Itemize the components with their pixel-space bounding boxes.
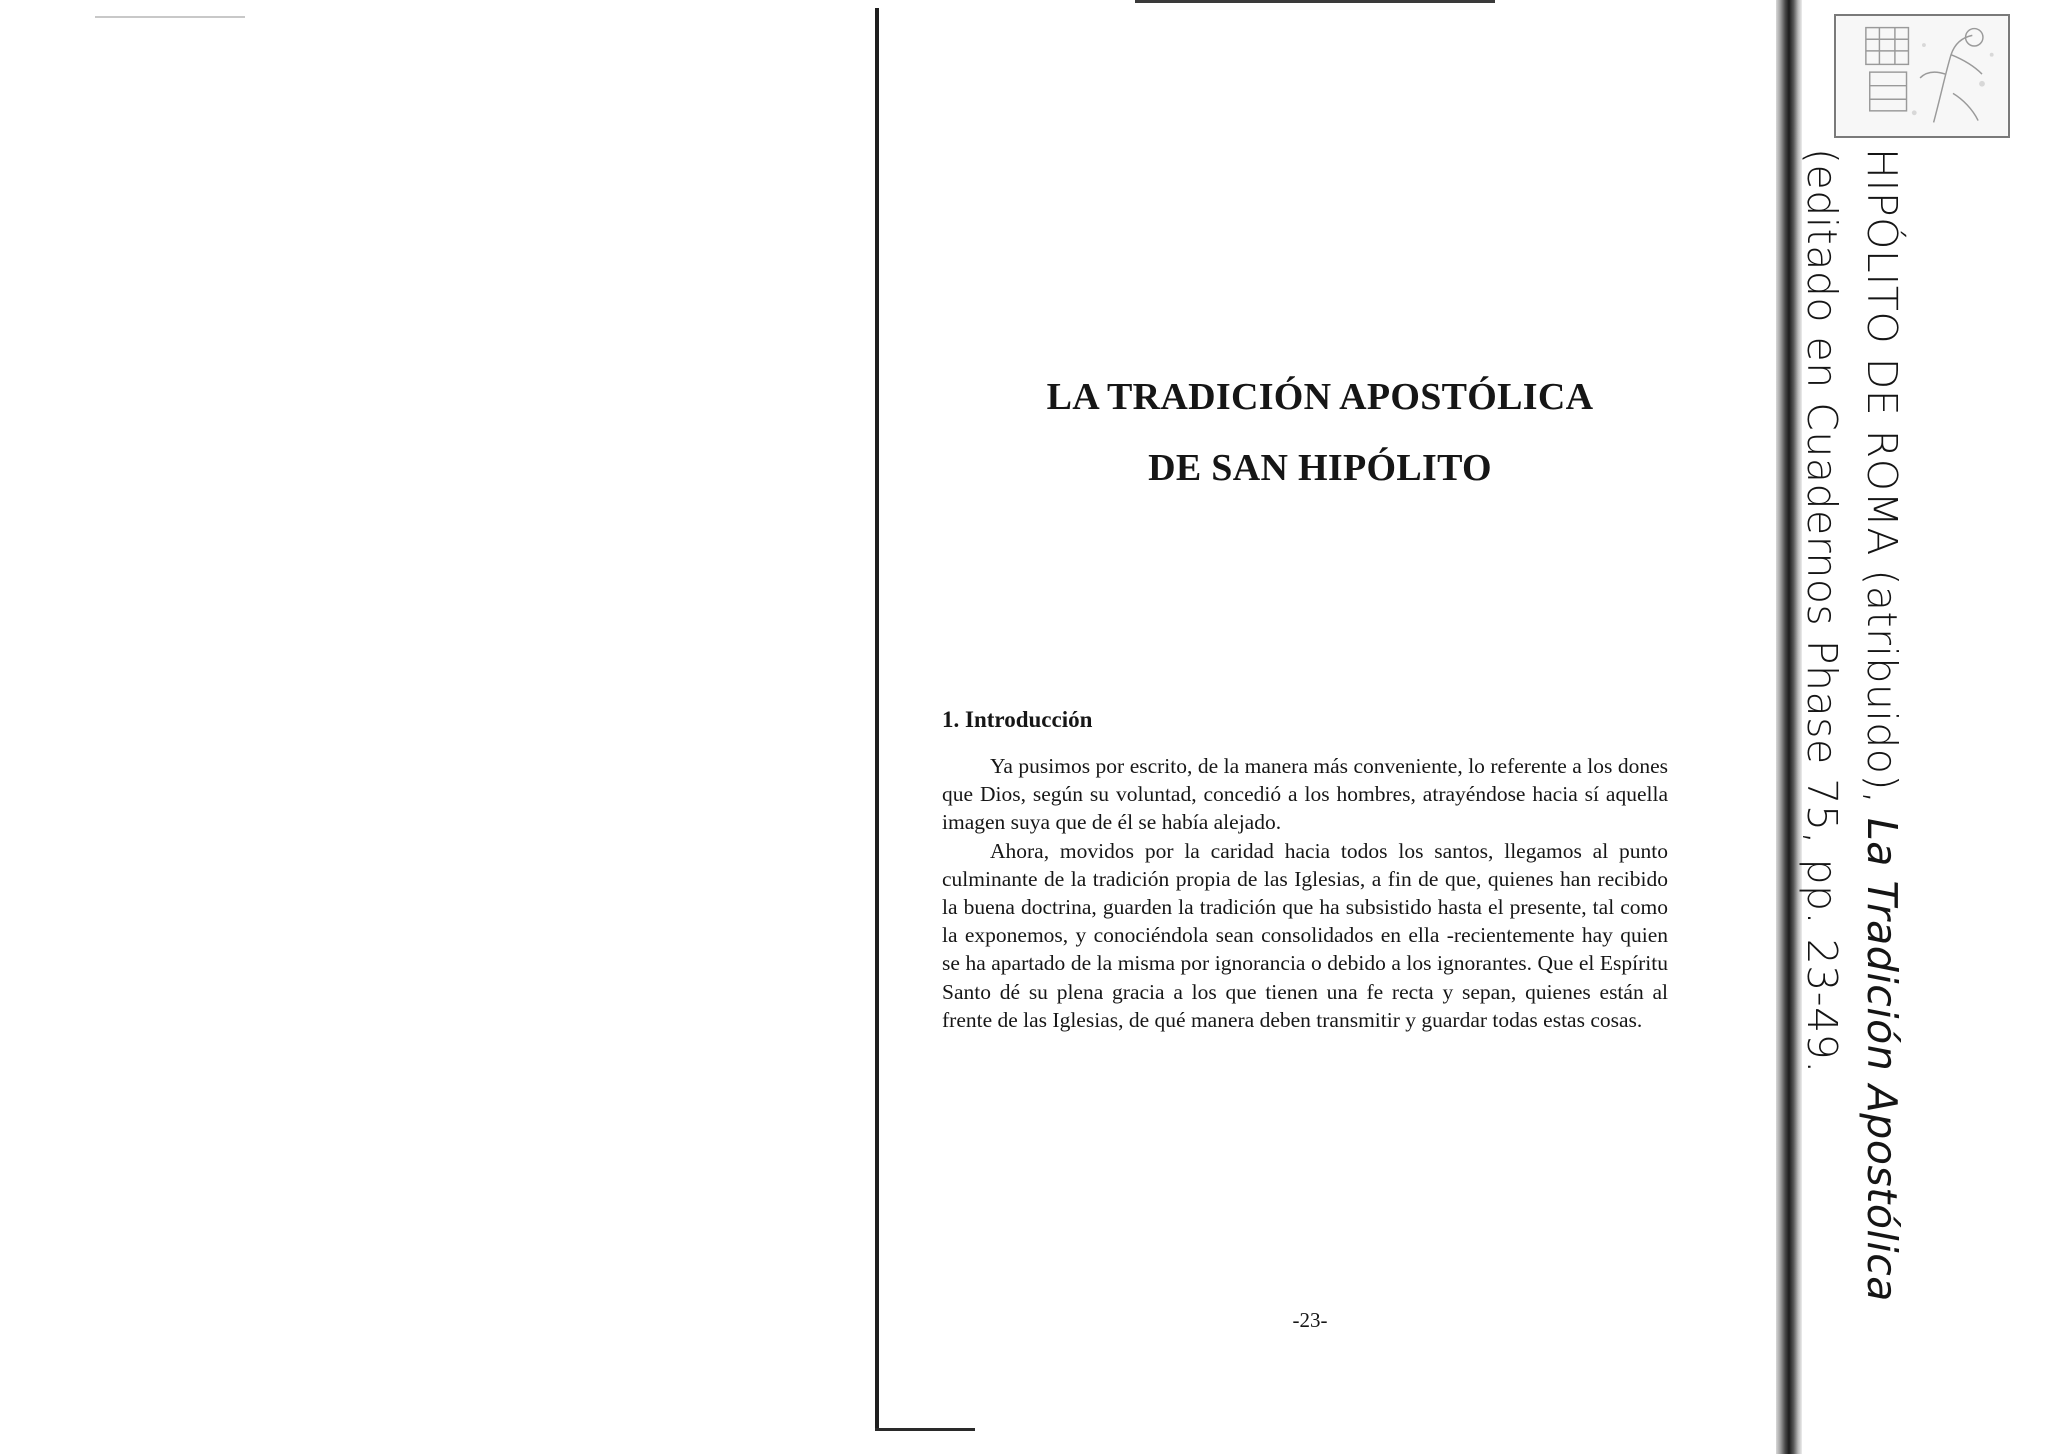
body-text bbox=[942, 752, 1668, 1034]
vertical-citation bbox=[1792, 148, 1912, 1302]
page-left-edge bbox=[875, 8, 879, 1430]
stamp-illustration-icon bbox=[1836, 16, 2008, 136]
page-number: -23- bbox=[1292, 1308, 1328, 1332]
library-stamp-image bbox=[1834, 14, 2010, 138]
paragraph-2: Ahora, movidos por la caridad hacia todos los santos, llegamos al punto culminante de la tradición propia de las Iglesias, a fin de que, quienes han recibido la buena doctrina, guarden la tradición que ha subsistido hasta el presente, tal como la exponemos, y conociéndola sean consolidados en ella -recientemente hay quien se ha apartado de la misma por ignorancia o debido a los ignorantes. Que el Espíritu Santo dé su plena gracia a los que tienen una fe recta y sepan, quienes están al frente de las Iglesias, de qué manera deben transmitir y guardar todas estas cosas. bbox=[942, 838, 1668, 1032]
citation-work-title: La Tradición Apostólica bbox=[1858, 817, 1906, 1302]
citation-line-1: HIPÓLITO DE ROMA (atribuido), La Tradición Apostólica bbox=[1858, 148, 1906, 1302]
page-title-line-2: DE SAN HIPÓLITO bbox=[1148, 447, 1492, 489]
page-title-line-1: LA TRADICIÓN APOSTÓLICA bbox=[1046, 376, 1594, 418]
paragraph-1: Ya pusimos por escrito, de la manera más conveniente, lo referente a los dones que Dios, según su voluntad, concedió a los hombres, atrayéndose hacia sí aquella imagen suya que de él se había alejado. bbox=[942, 754, 1668, 835]
scan-edge-top-left bbox=[95, 16, 245, 18]
scan-edge-top-center bbox=[1135, 0, 1495, 3]
section-heading: 1. Introducción bbox=[942, 707, 1093, 732]
citation-publication: (editado en Cuadernos Phase 75, pp. 23-49. bbox=[1798, 148, 1846, 1074]
page-bottom-edge bbox=[875, 1428, 975, 1431]
citation-line-2 bbox=[1792, 148, 1852, 1302]
